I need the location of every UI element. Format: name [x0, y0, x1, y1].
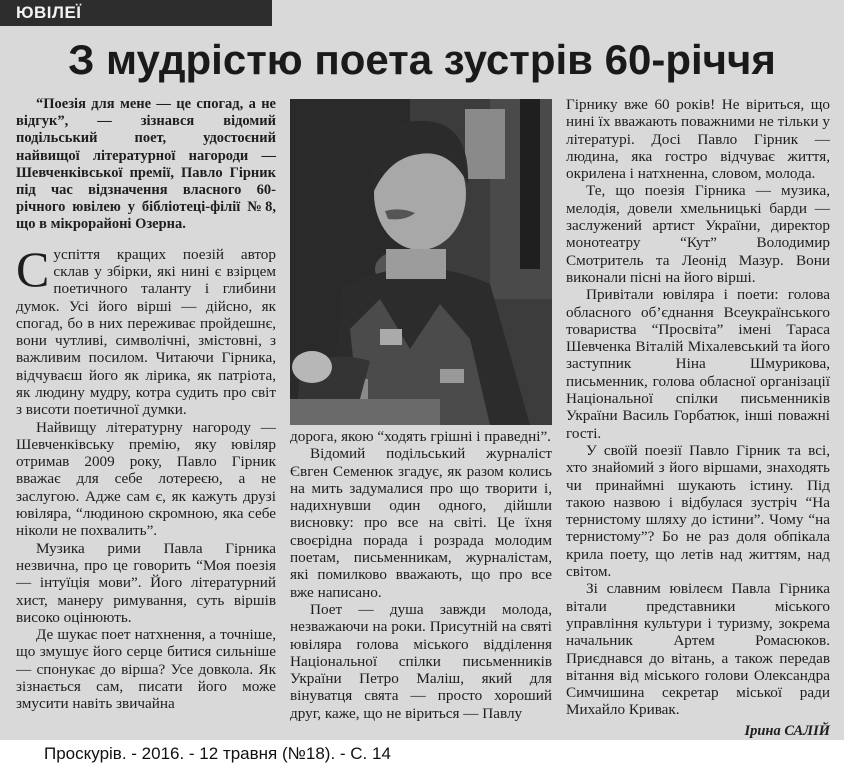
paragraph: дорога, якою “ходять грішні і праведні”. [290, 428, 551, 445]
poet-portrait-image [290, 99, 552, 425]
column-3 [566, 96, 830, 740]
paragraph: У своїй поезії Павло Гірник та всі, хто знайомий з його віршами, знаходять чи принаймні шукають істину. Під такою назвою і відбулася зустріч “На тернистому шляху до істини”. Чому “на тернистому”? Бо не раз доля обпікала крила поету, що летів над життям, над світом. [566, 441, 830, 581]
column-1 [16, 96, 276, 713]
drop-cap: С [16, 240, 50, 297]
paragraph: Поет — душа завжди молода, незважаючи на роки. Присутній на святі ювіляра голова міського відділення Національної спілки письменників України Петро Маліш, який для вінуватця свята — просто хороший друг, каже, що не віриться — Павлу [290, 600, 552, 722]
source-citation: Проскурів. - 2016. - 12 травня (№18). - С. 14 [0, 740, 844, 768]
section-rubric: ЮВІЛЕЇ [0, 0, 272, 26]
paragraph: Відомий подільський журналіст Євген Семенюк згадує, як разом колись на мить задумалися про що творити і, надихнувши один одного, дійшли висновку: про все на світі. Це їхня своєрідна порада і розрада молодим поетам, письменникам, журналістам, які помилково вважають, що про все вже написано. [290, 445, 552, 601]
paragraph: Привітали ювіляра і поети: голова обласного об’єднання Всеукраїнського товариства “Просвіта” імені Тараса Шевченка Віталій Міхалевський та його заступник Ніна Шмурикова, письменник, голова обласної організації Національної спілки письменників України Василь Горбатюк, інші поважні гості. [566, 286, 830, 442]
column-2 [290, 428, 552, 722]
paragraph: Музика рими Павла Гірника незвична, про це говорить “Моя поезія — інтуїція мови”. Його літературний хист, манеру римування, суть віршів високо оцінюють. [16, 539, 276, 626]
article-lead: “Поезія для мене — це спогад, а не відгук”, — зізнався відомий подільський поет, удостоєний найвищої літературної нагороди — Шевченківської премії, Павло Гірник під час відзначення власного 60-річного ювілею у бібліотеці-філії №8, що в мікрорайоні Озерна. [16, 96, 276, 233]
paragraph: Те, що поезія Гірника — музика, мелодія, довели хмельницькі барди — заслужений артист України, директор монотеатру “Кут” Володимир Смотритель та Леонід Мазур. Вони виконали пісні на його вірші. [566, 182, 830, 286]
paragraph-text: успіття кращих поезій автор склав у збірки, які нині є взірцем поетичного таланту і глибини думок. Усі його вірші — дійсно, як спогад, бо в них переживає пройдешнє, вони чутливі, символічні, змістовні, з важливим посилом. Читаючи Гірника, відчуваєш його як лірика, як патріота, як людину мудру, котра судить про світ з висоти поетичної думки. [16, 245, 276, 419]
paragraph: Найвищу літературну нагороду — Шевченківську премію, яку ювіляр отримав 2009 року, Павло Гірник вважає для себе лотереєю, а не заслугою. Адже сам є, як кажуть друзі ювіляра, “людиною скромною, яка себе ніколи не похвалить”. [16, 418, 276, 540]
paragraph: Гірнику вже 60 років! Не віриться, що нині їх вважають поважними не тільки у літературі. Досі Павло Гірник — людина, яка гостро відчуває життя, окрилена і натхненна, словом, молода. [566, 96, 830, 183]
paragraph: Зі славним ювілеєм Павла Гірника вітали представники міського управління культури і туризму, зокрема начальник Артем Ромасюков. Приєднався до вітань, а також передав вітання від міського голови Олександра Симчишина секретар міської ради Михайло Кривак. [566, 580, 830, 719]
article-headline: З мудрістю поета зустрів 60-річчя [68, 36, 776, 83]
paragraph [16, 240, 276, 419]
poet-photo [290, 99, 552, 425]
paragraph: Де шукає поет натхнення, а точніше, що змушує його серце битися сильніше — спонукає до вірша? Усе довкола. Як зізнається сам, писати його може змусити навіть звичайна [16, 626, 276, 713]
author-signature: Ірина САЛІЙ [744, 722, 830, 739]
